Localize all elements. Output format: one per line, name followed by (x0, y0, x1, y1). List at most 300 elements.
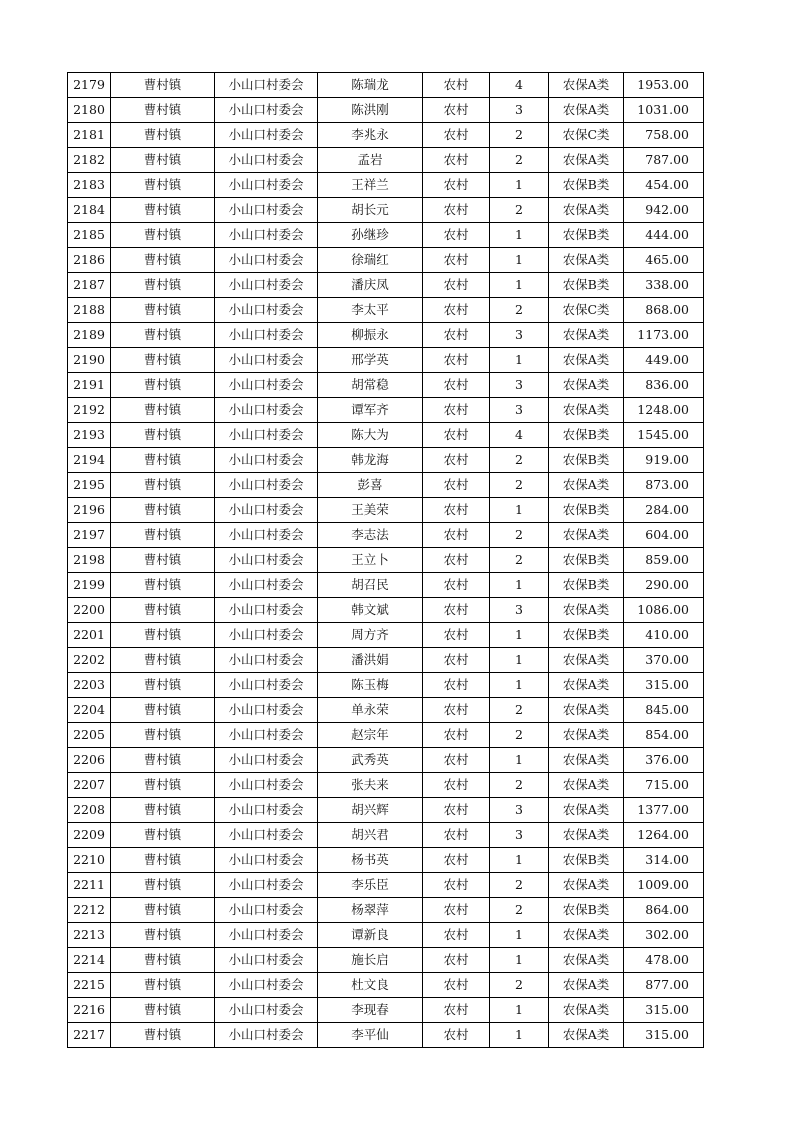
household-type-cell: 农村 (423, 623, 490, 648)
village-committee-cell: 小山口村委会 (215, 398, 318, 423)
household-size-cell: 2 (490, 473, 549, 498)
row-number-cell: 2183 (68, 173, 111, 198)
household-type-cell: 农村 (423, 973, 490, 998)
name-cell: 胡长元 (318, 198, 423, 223)
village-committee-cell: 小山口村委会 (215, 748, 318, 773)
household-size-cell: 1 (490, 248, 549, 273)
row-number-cell: 2184 (68, 198, 111, 223)
row-number-cell: 2209 (68, 823, 111, 848)
insurance-category-cell: 农保B类 (549, 548, 624, 573)
household-type-cell: 农村 (423, 998, 490, 1023)
village-committee-cell: 小山口村委会 (215, 348, 318, 373)
household-type-cell: 农村 (423, 73, 490, 98)
insurance-category-cell: 农保B类 (549, 448, 624, 473)
insurance-category-cell: 农保C类 (549, 298, 624, 323)
town-cell: 曹村镇 (111, 223, 215, 248)
amount-cell: 868.00 (624, 298, 704, 323)
name-cell: 李乐臣 (318, 873, 423, 898)
household-size-cell: 1 (490, 573, 549, 598)
row-number-cell: 2206 (68, 748, 111, 773)
amount-cell: 1086.00 (624, 598, 704, 623)
household-size-cell: 1 (490, 623, 549, 648)
name-cell: 胡兴君 (318, 823, 423, 848)
table-row (68, 448, 704, 473)
insurance-category-cell: 农保B类 (549, 573, 624, 598)
village-committee-cell: 小山口村委会 (215, 98, 318, 123)
table-row (68, 498, 704, 523)
row-number-cell: 2201 (68, 623, 111, 648)
village-committee-cell: 小山口村委会 (215, 473, 318, 498)
insurance-category-cell: 农保A类 (549, 698, 624, 723)
household-size-cell: 3 (490, 398, 549, 423)
household-size-cell: 3 (490, 373, 549, 398)
row-number-cell: 2181 (68, 123, 111, 148)
household-size-cell: 2 (490, 773, 549, 798)
name-cell: 杜文良 (318, 973, 423, 998)
amount-cell: 290.00 (624, 573, 704, 598)
table-row (68, 223, 704, 248)
household-type-cell: 农村 (423, 123, 490, 148)
household-type-cell: 农村 (423, 798, 490, 823)
name-cell: 武秀英 (318, 748, 423, 773)
household-size-cell: 4 (490, 73, 549, 98)
amount-cell: 315.00 (624, 998, 704, 1023)
town-cell: 曹村镇 (111, 473, 215, 498)
row-number-cell: 2195 (68, 473, 111, 498)
row-number-cell: 2194 (68, 448, 111, 473)
row-number-cell: 2213 (68, 923, 111, 948)
household-type-cell: 农村 (423, 773, 490, 798)
table-row (68, 848, 704, 873)
table-row (68, 823, 704, 848)
row-number-cell: 2204 (68, 698, 111, 723)
row-number-cell: 2189 (68, 323, 111, 348)
village-committee-cell: 小山口村委会 (215, 123, 318, 148)
town-cell: 曹村镇 (111, 848, 215, 873)
insurance-category-cell: 农保A类 (549, 148, 624, 173)
household-size-cell: 1 (490, 273, 549, 298)
table-row (68, 698, 704, 723)
row-number-cell: 2202 (68, 648, 111, 673)
table-row (68, 423, 704, 448)
amount-cell: 604.00 (624, 523, 704, 548)
name-cell: 李志法 (318, 523, 423, 548)
village-committee-cell: 小山口村委会 (215, 423, 318, 448)
town-cell: 曹村镇 (111, 723, 215, 748)
table-row (68, 873, 704, 898)
household-size-cell: 1 (490, 998, 549, 1023)
village-committee-cell: 小山口村委会 (215, 973, 318, 998)
household-size-cell: 3 (490, 823, 549, 848)
household-size-cell: 2 (490, 973, 549, 998)
row-number-cell: 2205 (68, 723, 111, 748)
amount-cell: 444.00 (624, 223, 704, 248)
household-size-cell: 2 (490, 898, 549, 923)
town-cell: 曹村镇 (111, 123, 215, 148)
row-number-cell: 2188 (68, 298, 111, 323)
town-cell: 曹村镇 (111, 698, 215, 723)
row-number-cell: 2200 (68, 598, 111, 623)
table-row (68, 548, 704, 573)
household-type-cell: 农村 (423, 723, 490, 748)
town-cell: 曹村镇 (111, 598, 215, 623)
table-row (68, 298, 704, 323)
name-cell: 李兆永 (318, 123, 423, 148)
amount-cell: 376.00 (624, 748, 704, 773)
table-row (68, 598, 704, 623)
table-row (68, 748, 704, 773)
name-cell: 潘洪娟 (318, 648, 423, 673)
insurance-category-cell: 农保A类 (549, 748, 624, 773)
insurance-category-cell: 农保A类 (549, 73, 624, 98)
name-cell: 赵宗年 (318, 723, 423, 748)
row-number-cell: 2208 (68, 798, 111, 823)
household-type-cell: 农村 (423, 248, 490, 273)
household-type-cell: 农村 (423, 323, 490, 348)
household-type-cell: 农村 (423, 398, 490, 423)
row-number-cell: 2214 (68, 948, 111, 973)
town-cell: 曹村镇 (111, 548, 215, 573)
household-type-cell: 农村 (423, 98, 490, 123)
table-row (68, 898, 704, 923)
table-row (68, 998, 704, 1023)
insurance-category-cell: 农保A类 (549, 598, 624, 623)
household-type-cell: 农村 (423, 698, 490, 723)
insurance-category-cell: 农保A类 (549, 398, 624, 423)
table-row (68, 798, 704, 823)
village-committee-cell: 小山口村委会 (215, 898, 318, 923)
insurance-category-cell: 农保B类 (549, 623, 624, 648)
name-cell: 张夫来 (318, 773, 423, 798)
town-cell: 曹村镇 (111, 248, 215, 273)
insurance-category-cell: 农保A类 (549, 323, 624, 348)
village-committee-cell: 小山口村委会 (215, 373, 318, 398)
household-type-cell: 农村 (423, 498, 490, 523)
row-number-cell: 2199 (68, 573, 111, 598)
household-size-cell: 1 (490, 948, 549, 973)
village-committee-cell: 小山口村委会 (215, 273, 318, 298)
table-row (68, 523, 704, 548)
amount-cell: 1953.00 (624, 73, 704, 98)
amount-cell: 338.00 (624, 273, 704, 298)
town-cell: 曹村镇 (111, 423, 215, 448)
name-cell: 陈洪刚 (318, 98, 423, 123)
name-cell: 胡召民 (318, 573, 423, 598)
town-cell: 曹村镇 (111, 348, 215, 373)
household-type-cell: 农村 (423, 748, 490, 773)
household-size-cell: 1 (490, 748, 549, 773)
insurance-category-cell: 农保A类 (549, 948, 624, 973)
name-cell: 李平仙 (318, 1023, 423, 1048)
household-size-cell: 2 (490, 723, 549, 748)
town-cell: 曹村镇 (111, 998, 215, 1023)
row-number-cell: 2182 (68, 148, 111, 173)
table-row (68, 373, 704, 398)
insurance-category-cell: 农保C类 (549, 123, 624, 148)
town-cell: 曹村镇 (111, 748, 215, 773)
name-cell: 李太平 (318, 298, 423, 323)
row-number-cell: 2203 (68, 673, 111, 698)
household-size-cell: 1 (490, 923, 549, 948)
name-cell: 胡常稳 (318, 373, 423, 398)
amount-cell: 465.00 (624, 248, 704, 273)
village-committee-cell: 小山口村委会 (215, 573, 318, 598)
village-committee-cell: 小山口村委会 (215, 648, 318, 673)
village-committee-cell: 小山口村委会 (215, 848, 318, 873)
row-number-cell: 2193 (68, 423, 111, 448)
amount-cell: 854.00 (624, 723, 704, 748)
name-cell: 杨翠萍 (318, 898, 423, 923)
insurance-category-cell: 农保A类 (549, 673, 624, 698)
name-cell: 孟岩 (318, 148, 423, 173)
village-committee-cell: 小山口村委会 (215, 498, 318, 523)
row-number-cell: 2207 (68, 773, 111, 798)
household-size-cell: 2 (490, 198, 549, 223)
household-size-cell: 2 (490, 298, 549, 323)
town-cell: 曹村镇 (111, 773, 215, 798)
household-type-cell: 农村 (423, 673, 490, 698)
village-committee-cell: 小山口村委会 (215, 548, 318, 573)
insurance-category-cell: 农保A类 (549, 198, 624, 223)
row-number-cell: 2216 (68, 998, 111, 1023)
household-size-cell: 1 (490, 223, 549, 248)
row-number-cell: 2191 (68, 373, 111, 398)
village-committee-cell: 小山口村委会 (215, 223, 318, 248)
table-row (68, 623, 704, 648)
village-committee-cell: 小山口村委会 (215, 948, 318, 973)
village-committee-cell: 小山口村委会 (215, 723, 318, 748)
town-cell: 曹村镇 (111, 923, 215, 948)
household-size-cell: 1 (490, 848, 549, 873)
village-committee-cell: 小山口村委会 (215, 698, 318, 723)
insurance-category-cell: 农保B类 (549, 173, 624, 198)
insurance-category-cell: 农保A类 (549, 823, 624, 848)
insurance-category-cell: 农保A类 (549, 798, 624, 823)
insurance-category-cell: 农保A类 (549, 723, 624, 748)
town-cell: 曹村镇 (111, 823, 215, 848)
table-row (68, 723, 704, 748)
household-size-cell: 1 (490, 1023, 549, 1048)
row-number-cell: 2210 (68, 848, 111, 873)
row-number-cell: 2197 (68, 523, 111, 548)
amount-cell: 284.00 (624, 498, 704, 523)
household-size-cell: 4 (490, 423, 549, 448)
village-committee-cell: 小山口村委会 (215, 673, 318, 698)
table-body (68, 73, 704, 1048)
household-type-cell: 农村 (423, 873, 490, 898)
table-row (68, 273, 704, 298)
table-row (68, 173, 704, 198)
amount-cell: 314.00 (624, 848, 704, 873)
insurance-category-cell: 农保A类 (549, 998, 624, 1023)
household-size-cell: 2 (490, 698, 549, 723)
amount-cell: 715.00 (624, 773, 704, 798)
table-row (68, 248, 704, 273)
row-number-cell: 2212 (68, 898, 111, 923)
amount-cell: 864.00 (624, 898, 704, 923)
village-committee-cell: 小山口村委会 (215, 173, 318, 198)
household-size-cell: 2 (490, 148, 549, 173)
name-cell: 胡兴辉 (318, 798, 423, 823)
village-committee-cell: 小山口村委会 (215, 998, 318, 1023)
name-cell: 潘庆凤 (318, 273, 423, 298)
town-cell: 曹村镇 (111, 298, 215, 323)
name-cell: 彭喜 (318, 473, 423, 498)
row-number-cell: 2187 (68, 273, 111, 298)
amount-cell: 859.00 (624, 548, 704, 573)
village-committee-cell: 小山口村委会 (215, 873, 318, 898)
insurance-category-cell: 农保A类 (549, 348, 624, 373)
name-cell: 邢学英 (318, 348, 423, 373)
town-cell: 曹村镇 (111, 973, 215, 998)
household-type-cell: 农村 (423, 448, 490, 473)
town-cell: 曹村镇 (111, 623, 215, 648)
town-cell: 曹村镇 (111, 173, 215, 198)
name-cell: 李现春 (318, 998, 423, 1023)
table-row (68, 98, 704, 123)
amount-cell: 370.00 (624, 648, 704, 673)
village-committee-cell: 小山口村委会 (215, 323, 318, 348)
amount-cell: 836.00 (624, 373, 704, 398)
town-cell: 曹村镇 (111, 873, 215, 898)
town-cell: 曹村镇 (111, 498, 215, 523)
household-type-cell: 农村 (423, 573, 490, 598)
amount-cell: 315.00 (624, 673, 704, 698)
household-type-cell: 农村 (423, 423, 490, 448)
town-cell: 曹村镇 (111, 648, 215, 673)
village-committee-cell: 小山口村委会 (215, 798, 318, 823)
amount-cell: 1545.00 (624, 423, 704, 448)
household-type-cell: 农村 (423, 148, 490, 173)
insurance-category-cell: 农保B类 (549, 223, 624, 248)
town-cell: 曹村镇 (111, 1023, 215, 1048)
name-cell: 王祥兰 (318, 173, 423, 198)
household-type-cell: 农村 (423, 923, 490, 948)
amount-cell: 1264.00 (624, 823, 704, 848)
village-committee-cell: 小山口村委会 (215, 923, 318, 948)
town-cell: 曹村镇 (111, 948, 215, 973)
household-size-cell: 3 (490, 323, 549, 348)
insurance-category-cell: 农保A类 (549, 648, 624, 673)
table-row (68, 148, 704, 173)
amount-cell: 1173.00 (624, 323, 704, 348)
household-type-cell: 农村 (423, 473, 490, 498)
insurance-category-cell: 农保A类 (549, 973, 624, 998)
amount-cell: 302.00 (624, 923, 704, 948)
row-number-cell: 2217 (68, 1023, 111, 1048)
table-row (68, 948, 704, 973)
row-number-cell: 2211 (68, 873, 111, 898)
amount-cell: 877.00 (624, 973, 704, 998)
village-committee-cell: 小山口村委会 (215, 248, 318, 273)
village-committee-cell: 小山口村委会 (215, 298, 318, 323)
row-number-cell: 2179 (68, 73, 111, 98)
town-cell: 曹村镇 (111, 198, 215, 223)
row-number-cell: 2215 (68, 973, 111, 998)
amount-cell: 1031.00 (624, 98, 704, 123)
village-committee-cell: 小山口村委会 (215, 623, 318, 648)
village-committee-cell: 小山口村委会 (215, 823, 318, 848)
table-row (68, 473, 704, 498)
village-committee-cell: 小山口村委会 (215, 198, 318, 223)
town-cell: 曹村镇 (111, 98, 215, 123)
household-type-cell: 农村 (423, 898, 490, 923)
row-number-cell: 2192 (68, 398, 111, 423)
insurance-category-cell: 农保B类 (549, 898, 624, 923)
name-cell: 谭军齐 (318, 398, 423, 423)
amount-cell: 919.00 (624, 448, 704, 473)
town-cell: 曹村镇 (111, 798, 215, 823)
insurance-category-cell: 农保A类 (549, 473, 624, 498)
name-cell: 杨书英 (318, 848, 423, 873)
household-size-cell: 3 (490, 98, 549, 123)
name-cell: 韩龙海 (318, 448, 423, 473)
insurance-category-cell: 农保A类 (549, 923, 624, 948)
name-cell: 王立卜 (318, 548, 423, 573)
household-type-cell: 农村 (423, 848, 490, 873)
household-type-cell: 农村 (423, 373, 490, 398)
name-cell: 陈玉梅 (318, 673, 423, 698)
village-committee-cell: 小山口村委会 (215, 148, 318, 173)
table-row (68, 73, 704, 98)
name-cell: 谭新良 (318, 923, 423, 948)
table-row (68, 1023, 704, 1048)
household-size-cell: 1 (490, 173, 549, 198)
town-cell: 曹村镇 (111, 73, 215, 98)
table-row (68, 398, 704, 423)
table-row (68, 773, 704, 798)
insurance-category-cell: 农保A类 (549, 248, 624, 273)
household-type-cell: 农村 (423, 348, 490, 373)
household-size-cell: 2 (490, 448, 549, 473)
insurance-category-cell: 农保A类 (549, 523, 624, 548)
household-type-cell: 农村 (423, 598, 490, 623)
household-type-cell: 农村 (423, 298, 490, 323)
amount-cell: 1377.00 (624, 798, 704, 823)
table-row (68, 648, 704, 673)
name-cell: 施长启 (318, 948, 423, 973)
name-cell: 周方齐 (318, 623, 423, 648)
household-size-cell: 2 (490, 523, 549, 548)
amount-cell: 873.00 (624, 473, 704, 498)
household-size-cell: 1 (490, 673, 549, 698)
household-size-cell: 3 (490, 798, 549, 823)
household-size-cell: 2 (490, 123, 549, 148)
name-cell: 陈瑞龙 (318, 73, 423, 98)
row-number-cell: 2198 (68, 548, 111, 573)
name-cell: 韩文斌 (318, 598, 423, 623)
name-cell: 单永荣 (318, 698, 423, 723)
row-number-cell: 2185 (68, 223, 111, 248)
table-row (68, 123, 704, 148)
name-cell: 陈大为 (318, 423, 423, 448)
village-committee-cell: 小山口村委会 (215, 598, 318, 623)
town-cell: 曹村镇 (111, 573, 215, 598)
household-size-cell: 1 (490, 648, 549, 673)
amount-cell: 1248.00 (624, 398, 704, 423)
town-cell: 曹村镇 (111, 398, 215, 423)
table-row (68, 348, 704, 373)
beneficiary-table (67, 72, 704, 1048)
table-row (68, 573, 704, 598)
row-number-cell: 2190 (68, 348, 111, 373)
amount-cell: 942.00 (624, 198, 704, 223)
insurance-category-cell: 农保B类 (549, 498, 624, 523)
household-type-cell: 农村 (423, 223, 490, 248)
name-cell: 孙继珍 (318, 223, 423, 248)
household-size-cell: 1 (490, 348, 549, 373)
village-committee-cell: 小山口村委会 (215, 523, 318, 548)
